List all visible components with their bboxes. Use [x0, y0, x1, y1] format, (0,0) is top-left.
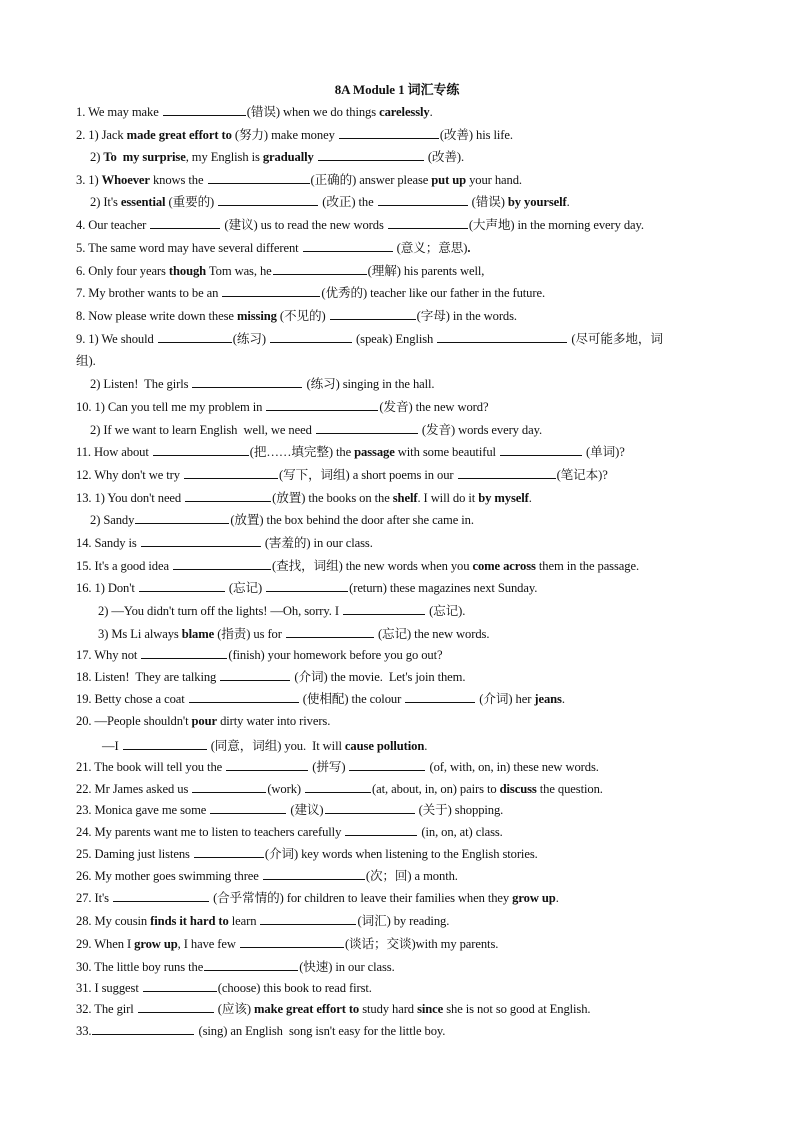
answer-blank[interactable]	[222, 283, 320, 297]
exercise-line	[76, 822, 503, 840]
line-text: 2) Sandy	[90, 513, 135, 527]
exercise-line	[76, 757, 599, 775]
line-text: study hard	[359, 1002, 418, 1016]
line-text: 3) Ms Li always	[98, 627, 182, 641]
exercise-line	[76, 888, 559, 906]
answer-blank[interactable]	[226, 757, 308, 771]
line-text: (错误) when we do things	[246, 105, 380, 119]
answer-blank[interactable]	[263, 866, 365, 880]
line-text: knows the	[149, 173, 207, 187]
line-text: (发音) words every day.	[418, 423, 543, 437]
line-text: (快速) in our class.	[299, 960, 395, 974]
line-text: (at, about, in, on) pairs to	[372, 782, 500, 796]
line-text: 18. Listen! They are talking	[76, 670, 220, 684]
answer-blank[interactable]	[208, 170, 310, 184]
line-text: (把……填完整) the	[249, 445, 355, 459]
line-text: (work)	[267, 782, 305, 796]
line-text: (大声地) in the morning every day.	[468, 218, 644, 232]
exercise-line	[76, 556, 639, 574]
bold-phrase: made great effort to	[126, 128, 232, 142]
line-text: 15. It's a good idea	[76, 559, 172, 573]
bold-phrase: discuss	[499, 782, 537, 796]
line-text: she is not so good at English.	[443, 1002, 591, 1016]
line-text: 6. Only four years	[76, 264, 169, 278]
answer-blank[interactable]	[92, 1021, 194, 1035]
exercise-line	[76, 957, 395, 975]
answer-blank[interactable]	[113, 888, 209, 902]
exercise-line	[76, 261, 484, 279]
exercise-line	[76, 578, 537, 596]
answer-blank[interactable]	[378, 192, 468, 206]
bold-phrase: since	[417, 1002, 444, 1016]
line-text: (return) these magazines next Sunday.	[349, 581, 538, 595]
bold-phrase: cause pollution	[344, 739, 425, 753]
line-text: 27. It's	[76, 891, 113, 905]
answer-blank[interactable]	[141, 533, 261, 547]
line-text: 8. Now please write down these	[76, 309, 237, 323]
line-text: 31. I suggest	[76, 981, 142, 995]
line-text: (重要的)	[165, 195, 218, 209]
exercise-line	[76, 488, 532, 506]
exercise-line	[76, 397, 488, 415]
answer-blank[interactable]	[405, 689, 475, 703]
answer-blank[interactable]	[153, 442, 249, 456]
line-text: (使相配) the colour	[299, 692, 405, 706]
exercise-line	[76, 866, 458, 884]
line-text: (choose) this book to read first.	[217, 981, 372, 995]
answer-blank[interactable]	[240, 934, 344, 948]
exercise-line	[76, 352, 96, 370]
answer-blank[interactable]	[266, 578, 348, 592]
answer-blank[interactable]	[173, 556, 271, 570]
exercise-line	[76, 667, 465, 685]
exercise-line	[98, 624, 489, 642]
line-text: 2) It's	[90, 195, 121, 209]
exercise-line	[76, 934, 498, 952]
bold-phrase: .	[467, 241, 471, 255]
bold-phrase: finds it hard to	[150, 914, 229, 928]
line-text: 28. My cousin	[76, 914, 151, 928]
line-text: .	[528, 491, 532, 505]
answer-blank[interactable]	[316, 420, 418, 434]
line-text: (次；回) a month.	[365, 869, 458, 883]
answer-blank[interactable]	[339, 125, 439, 139]
answer-blank[interactable]	[139, 578, 225, 592]
line-text: (指责) us for	[214, 627, 285, 641]
page-title: 8A Module 1 词汇专练	[334, 82, 460, 97]
line-text: 2) Listen! The girls	[90, 377, 192, 391]
exercise-line	[90, 374, 434, 392]
line-text: 组).	[76, 354, 96, 368]
line-text: (不见的)	[276, 309, 329, 323]
line-text: (介词) the movie. Let's join them.	[291, 670, 466, 684]
line-text: with some beautiful	[394, 445, 499, 459]
line-text: (介词) her	[476, 692, 535, 706]
line-text: (放置) the books on the	[272, 491, 393, 505]
line-text: 33.	[76, 1024, 92, 1038]
bold-phrase: come across	[472, 559, 536, 573]
line-text: 19. Betty chose a coat	[76, 692, 188, 706]
line-text: 17. Why not	[76, 648, 141, 662]
line-text: 16. 1) Don't	[76, 581, 138, 595]
exercise-line	[76, 533, 373, 551]
answer-blank[interactable]	[458, 465, 556, 479]
line-text: 7. My brother wants to be an	[76, 286, 222, 300]
answer-blank[interactable]	[143, 978, 217, 992]
exercise-line	[76, 125, 513, 143]
answer-blank[interactable]	[325, 800, 415, 814]
bold-phrase: pour	[191, 714, 218, 728]
line-text: (介词) key words when listening to the English stories.	[264, 847, 538, 861]
answer-blank[interactable]	[163, 102, 246, 116]
bold-phrase: gradually	[262, 150, 314, 164]
answer-blank[interactable]	[123, 736, 207, 750]
line-text: .	[555, 891, 559, 905]
line-text: 11. How about	[76, 445, 152, 459]
answer-blank[interactable]	[158, 329, 232, 343]
exercise-line	[76, 645, 442, 663]
answer-blank[interactable]	[189, 689, 299, 703]
answer-blank[interactable]	[194, 844, 264, 858]
answer-blank[interactable]	[500, 442, 582, 456]
exercise-line	[76, 442, 625, 460]
exercise-line	[76, 102, 433, 120]
line-text: (努力) make money	[231, 128, 338, 142]
line-text: dirty water into rivers.	[217, 714, 331, 728]
exercise-line	[76, 779, 603, 797]
answer-blank[interactable]	[192, 779, 266, 793]
bold-phrase: shelf	[392, 491, 418, 505]
exercise-line	[90, 510, 474, 528]
answer-blank[interactable]	[204, 957, 298, 971]
bold-phrase: though	[168, 264, 207, 278]
answer-blank[interactable]	[218, 192, 318, 206]
exercise-line	[76, 911, 449, 929]
line-text: (放置) the box behind the door after she came in.	[230, 513, 474, 527]
line-text: 20. —People shouldn't	[76, 714, 192, 728]
bold-phrase: grow up	[512, 891, 556, 905]
answer-blank[interactable]	[305, 779, 371, 793]
line-text: (优秀的) teacher like our father in the future.	[321, 286, 545, 300]
answer-blank[interactable]	[437, 329, 567, 343]
line-text: (改正) the	[319, 195, 377, 209]
line-text: (查找，词组) the new words when you	[272, 559, 473, 573]
line-text: them in the passage.	[535, 559, 640, 573]
line-text: 1. We may make	[76, 105, 162, 119]
bold-phrase: grow up	[134, 937, 178, 951]
line-text: (of, with, on, in) these new words.	[426, 760, 599, 774]
line-text: 26. My mother goes swimming three	[76, 869, 262, 883]
line-text: 4. Our teacher	[76, 218, 150, 232]
answer-blank[interactable]	[388, 215, 468, 229]
bold-phrase: carelessly	[379, 105, 430, 119]
exercise-line	[76, 170, 522, 188]
line-text: (建议)	[287, 803, 324, 817]
exercise-line	[76, 329, 663, 347]
line-text: 14. Sandy is	[76, 536, 140, 550]
answer-blank[interactable]	[260, 911, 356, 925]
line-text: (害羞的) in our class.	[261, 536, 373, 550]
line-text: 3. 1)	[76, 173, 102, 187]
exercise-line	[76, 283, 545, 301]
line-text: learn	[228, 914, 260, 928]
answer-blank[interactable]	[210, 800, 286, 814]
line-text: 2. 1) Jack	[76, 128, 127, 142]
line-text: (错误)	[468, 195, 508, 209]
line-text: (理解) his parents well,	[367, 264, 485, 278]
answer-blank[interactable]	[349, 757, 425, 771]
line-text: (字母) in the words.	[416, 309, 517, 323]
line-text: .	[429, 105, 433, 119]
answer-blank[interactable]	[185, 488, 271, 502]
line-text: (意义；意思)	[393, 241, 468, 255]
bold-phrase: by yourself	[507, 195, 567, 209]
exercise-line	[90, 192, 570, 210]
line-text: (建议) us to read the new words	[221, 218, 387, 232]
line-text: 13. 1) You don't need	[76, 491, 185, 505]
line-text: 24. My parents want me to listen to teachers carefully	[76, 825, 345, 839]
line-text: your hand.	[466, 173, 522, 187]
exercise-line	[90, 420, 542, 438]
answer-blank[interactable]	[184, 465, 278, 479]
answer-blank[interactable]	[303, 238, 393, 252]
line-text: (改善) his life.	[439, 128, 513, 142]
line-text: (finish) your homework before you go out?	[228, 648, 443, 662]
line-text: 22. Mr James asked us	[76, 782, 192, 796]
line-text: (忘记) the new words.	[374, 627, 490, 641]
bold-phrase: missing	[236, 309, 277, 323]
line-text: (应该)	[214, 1002, 255, 1016]
line-text: (同意，词组) you. It will	[207, 739, 345, 753]
exercise-line	[76, 800, 503, 818]
exercise-line	[76, 999, 590, 1017]
line-text: (练习) singing in the hall.	[303, 377, 435, 391]
line-text: 2)	[90, 150, 104, 164]
line-text: (忘记)	[225, 581, 266, 595]
exercise-line	[76, 689, 565, 707]
line-text: (拼写)	[309, 760, 349, 774]
line-text: —I	[102, 739, 122, 753]
line-text: (in, on, at) class.	[418, 825, 503, 839]
bold-phrase: by myself	[478, 491, 529, 505]
line-text: 12. Why don't we try	[76, 468, 183, 482]
line-text: , my English is	[185, 150, 263, 164]
line-text: 2) If we want to learn English well, we need	[90, 423, 315, 437]
exercise-line	[76, 238, 470, 256]
line-text: (关于) shopping.	[415, 803, 504, 817]
line-text: (正确的) answer please	[310, 173, 432, 187]
answer-blank[interactable]	[270, 329, 352, 343]
bold-phrase: jeans	[534, 692, 562, 706]
line-text: 29. When I	[76, 937, 135, 951]
exercise-line	[76, 465, 608, 483]
answer-blank[interactable]	[318, 147, 424, 161]
exercise-line	[98, 601, 465, 619]
answer-blank[interactable]	[266, 397, 378, 411]
line-text: (单词)?	[582, 445, 625, 459]
answer-blank[interactable]	[150, 215, 220, 229]
line-text: 30. The little boy runs the	[76, 960, 204, 974]
line-text: (sing) an English song isn't easy for the little boy.	[195, 1024, 446, 1038]
bold-phrase: make great effort to	[254, 1002, 360, 1016]
exercise-line	[76, 1021, 445, 1039]
answer-blank[interactable]	[273, 261, 367, 275]
answer-blank[interactable]	[192, 374, 302, 388]
line-text: (发音) the new word?	[379, 400, 489, 414]
bold-phrase: To my surprise	[103, 150, 186, 164]
answer-blank[interactable]	[141, 645, 227, 659]
line-text: (笔记本)?	[556, 468, 608, 482]
line-text: 25. Daming just listens	[76, 847, 193, 861]
exercise-line	[102, 736, 427, 754]
line-text: 23. Monica gave me some	[76, 803, 210, 817]
bold-phrase: Whoever	[101, 173, 150, 187]
answer-blank[interactable]	[286, 624, 374, 638]
exercise-line	[76, 844, 538, 862]
line-text: Tom was, he	[206, 264, 272, 278]
line-text: 5. The same word may have several different	[76, 241, 302, 255]
answer-blank[interactable]	[343, 601, 425, 615]
line-text: 32. The girl	[76, 1002, 137, 1016]
line-text: . I will do it	[417, 491, 479, 505]
answer-blank[interactable]	[220, 667, 290, 681]
answer-blank[interactable]	[135, 510, 229, 524]
exercise-line	[76, 978, 372, 996]
line-text: 10. 1) Can you tell me my problem in	[76, 400, 266, 414]
line-text: (忘记).	[426, 604, 466, 618]
answer-blank[interactable]	[345, 822, 417, 836]
line-text: (speak) English	[353, 332, 437, 346]
line-text: .	[424, 739, 428, 753]
bold-phrase: essential	[120, 195, 166, 209]
line-text: (写下，词组) a short poems in our	[278, 468, 457, 482]
line-text: (尽可能多地，词	[568, 332, 663, 346]
line-text: (谈话；交谈)with my parents.	[344, 937, 499, 951]
line-text: (练习)	[232, 332, 269, 346]
line-text: the question.	[536, 782, 603, 796]
line-text: 2) —You didn't turn off the lights! —Oh, sorry. I	[98, 604, 343, 618]
line-text: , I have few	[177, 937, 239, 951]
exercise-line	[76, 712, 330, 730]
bold-phrase: blame	[181, 627, 215, 641]
line-text: 9. 1) We should	[76, 332, 157, 346]
bold-phrase: put up	[431, 173, 467, 187]
answer-blank[interactable]	[138, 999, 214, 1013]
line-text: 21. The book will tell you the	[76, 760, 226, 774]
answer-blank[interactable]	[330, 306, 416, 320]
exercise-line	[76, 215, 644, 233]
bold-phrase: passage	[354, 445, 395, 459]
line-text: .	[566, 195, 570, 209]
line-text: (合乎常情的) for children to leave their families when they	[210, 891, 513, 905]
exercise-line	[90, 147, 464, 165]
line-text: (改善).	[424, 150, 465, 164]
exercise-line	[76, 306, 517, 324]
line-text	[314, 150, 317, 164]
line-text: .	[561, 692, 565, 706]
line-text: (词汇) by reading.	[357, 914, 450, 928]
